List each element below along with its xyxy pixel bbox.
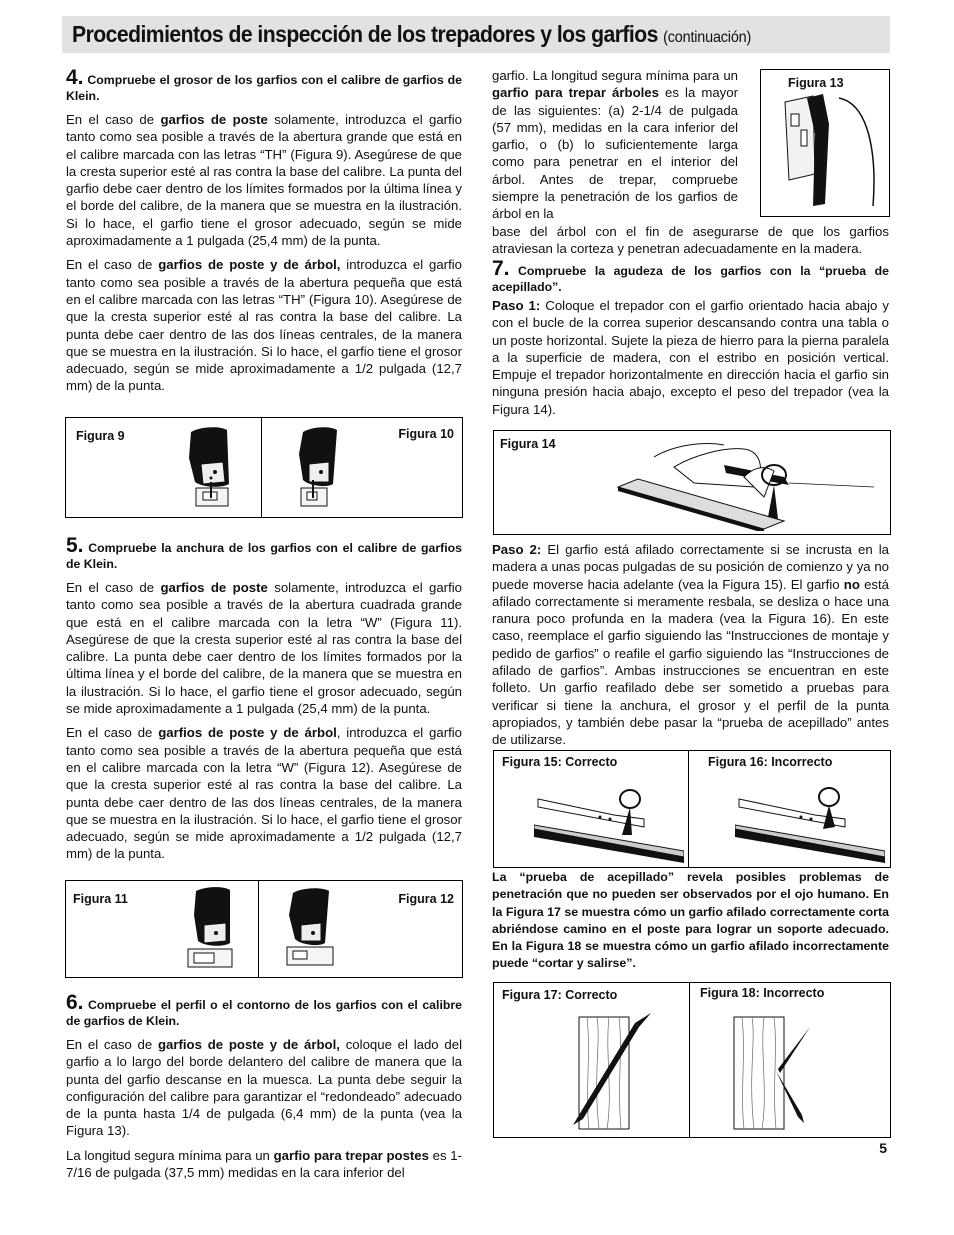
figure-13-caption: Figura 13 [788,76,844,90]
title-continuation: (continuación) [663,29,752,46]
figure-9 [66,418,262,517]
step-6-continuation-end [492,223,889,265]
figure-17-caption: Figura 17: Correcto [502,988,618,1002]
figure-11-caption: Figura 11 [73,892,128,906]
figure-9-caption: Figura 9 [76,429,125,443]
step-6-section [66,991,462,1188]
page-number: 5 [879,1140,887,1156]
step-6-continuation [492,67,738,230]
figures-9-10-box [65,417,463,518]
step-4-paragraph-1: En el caso de garfios de poste solamente, introduzca el garfio tanto como sea posible a través de la abertura grande que está en el calibre marcada con las letras “TH” (Figura 9). Asegúrese de que la cresta superior esté al ras contra la base del calibre. La punta del garfio debe caer dentro de los límites formados por la última línea y el borde del calibre, de la manera que se muestra en la ilustración. Si lo hace, el garfio tiene el grosor adecuado, según se mide aproximadamente a 1 pulgada (25,4 mm) de la punta. [66,112,463,249]
gaff-gauge-illustration [287,424,352,512]
title-bar [62,16,890,53]
gaff-gauge-illustration [184,885,249,973]
step-6-paragraph-1: En el caso de garfios de poste y de árbol, coloque el lado del garfio a lo largo del borde delantero del calibre de manera que la punta del garfio descanse en la muesca. La punta debe seguir la configuración del calibre para garantizar el “redondeado” adecuado de la punta hasta 1/4 de pulgada (6,4 mm) de la punta (vea la Figura 13). [66,1037,462,1139]
figure-10-caption: Figura 10 [398,427,454,441]
step-7-section [492,257,889,425]
figure-10 [262,418,462,517]
figures-15-16-box [493,750,891,868]
step-4-paragraph-2: En el caso de garfios de poste y de árbol, introduzca el garfio tanto como sea posible a través de la abertura pequeña que está en el calibre marcada con las letras “TH” (Figura 10). Asegúrese de que la cresta superior esté al ras contra la base del calibre. La punta debe caer dentro de las dos líneas centrales, de la manera que se muestra en la ilustración. Si lo hace, el garfio tiene el grosor adecuado, según se mide aproximadamente a 1/2 pulgada (12,7 mm) de la punta. [66,257,463,394]
step-7-paso-2: Paso 2: El garfio está afilado correctamente si se incrusta en la madera a unas pocas pulgadas de su posición de comienzo y ya no puede moverse hacia adelante (vea la Figura 15). El garfio no está afilado correctamente si meramente resbala, se desliza o hace una ranura poco profunda en la madera (vea la Figura 16). En este caso, reemplace el garfio siguiendo las “Instrucciones de montaje y pedido de garfios” o reafile el garfio siguiendo las “Instrucciones de afilado de garfios”. Ambas instrucciones se encuentran en este folleto. Un garfio reafilado debe ser sometido a pruebas para verificar si tiene la anchura, el grosor y el perfil de la punta apropiados, y también debe pasar la “prueba de acepillado” antes de utilizarse. [492,542,889,748]
step-5-section [66,534,463,870]
step-4-section [66,66,463,402]
continuation-paragraph-end: base del árbol con el fin de asegurarse de que los garfios atraviesan la corteza y penetran adecuadamente en la madera. [492,224,889,257]
figure-15 [494,751,689,867]
figure-13 [760,69,890,217]
figure-16-caption: Figura 16: Incorrecto [708,755,833,769]
planing-test-illustration [614,437,884,531]
planing-test-summary: La “prueba de acepillado” revela posibles problemas de penetración que no pueden ser observados por el ojo humano. En la Figura 17 se muestra cómo un garfio afilado correctamente corta abriéndose camino en el poste para lograr un soporte adecuado. En la Figura 18 se muestra cómo un garfio afilado incorrectamente puede “cortar y salirse”. [492,870,889,971]
figure-12 [259,881,462,977]
step-4-heading: 4. Compruebe el grosor de los garfios con el calibre de garfios de Klein. [66,66,462,103]
figure-14 [493,430,891,535]
step-5-heading: 5. Compruebe la anchura de los garfios con el calibre de garfios de Klein. [66,534,462,571]
figure-11 [66,881,259,977]
figure-14-caption: Figura 14 [500,437,556,451]
figure-15-caption: Figura 15: Correcto [502,755,618,769]
wood-cut-correct-illustration [569,1013,659,1133]
step-5-paragraph-1: En el caso de garfios de poste solamente, introduzca el garfio tanto como sea posible a través de la abertura cuadrada grande que está en el calibre marcada con la letra “W” (Figura 11). Asegúrese de que la cresta superior esté al ras contra la base del calibre. La punta debe caer dentro de los límites formados por la última línea y el borde del calibre, de la manera que se muestra en la ilustración. Si lo hace, el garfio tiene el grosor adecuado, según se mide aproximadamente a 1 pulgada (25,4 mm) de la punta. [66,580,463,717]
figure-16 [689,751,890,867]
figure-18 [690,983,890,1137]
figures-11-12-box [65,880,463,978]
figure-18-caption: Figura 18: Incorrecto [700,986,825,1000]
wood-cut-incorrect-illustration [730,1013,820,1133]
gaff-profile-gauge-illustration [779,94,884,212]
gaff-correct-illustration [534,775,684,863]
step-6-paragraph-2: La longitud segura mínima para un garfio para trepar postes es 1-7/16 de pulgada (37,5 mm) medidas en la cara inferior del [66,1147,462,1181]
figure-12-caption: Figura 12 [398,892,454,906]
step-7-heading: 7. Compruebe la agudeza de los garfios con la “prueba de acepillado”. [492,257,889,294]
step-6-heading: 6. Compruebe el perfil o el contorno de los garfios con el calibre de garfios de Klein. [66,991,462,1028]
step-7-paso-2-section [492,541,889,756]
gaff-incorrect-illustration [735,775,885,863]
step-7-paso-1: Paso 1: Coloque el trepador con el garfio orientado hacia abajo y con el bucle de la correa superior descansando contra una tabla o un poste horizontal. Sujete la pieza de hierro para la pierna paralela a la superficie de madera, con el estribo en posición vertical. Empuje el trepador horizontalmente en dirección hacia el garfio sin ninguna presión hacia abajo, excepto el peso del trepador (vea la Figura 14). [492,298,889,417]
planing-test-summary-section [492,869,889,980]
figures-17-18-box [493,982,891,1138]
figure-17 [494,983,690,1137]
gaff-gauge-illustration [279,885,344,973]
step-5-paragraph-2: En el caso de garfios de poste y de árbol, introduzca el garfio tanto como sea posible a través de la abertura pequeña que está en el calibre marcada con la letra “W” (Figura 12). Asegúrese de que la cresta superior esté al ras contra la base del calibre. La punta debe caer dentro de las dos líneas centrales, de la manera que se muestra en la ilustración. Si lo hace, el garfio tiene el grosor adecuado, según se mide aproximadamente a 1/2 pulgada (12,7 mm) de la punta. [66,725,463,862]
page-title: Procedimientos de inspección de los trepadores y los garfios (continuación) [72,21,752,47]
continuation-paragraph: garfio. La longitud segura mínima para un garfio para trepar árboles es la mayor de las siguientes: (a) 2-1/4 de pulgada (57 mm), medidas en la cara inferior del garfio, o (b) lo suficientemente larga como para penetrar en el interior del árbol. Antes de trepar, compruebe siempre la penetración de los garfios de árbol en la [492,68,738,222]
gaff-gauge-illustration [181,424,246,512]
